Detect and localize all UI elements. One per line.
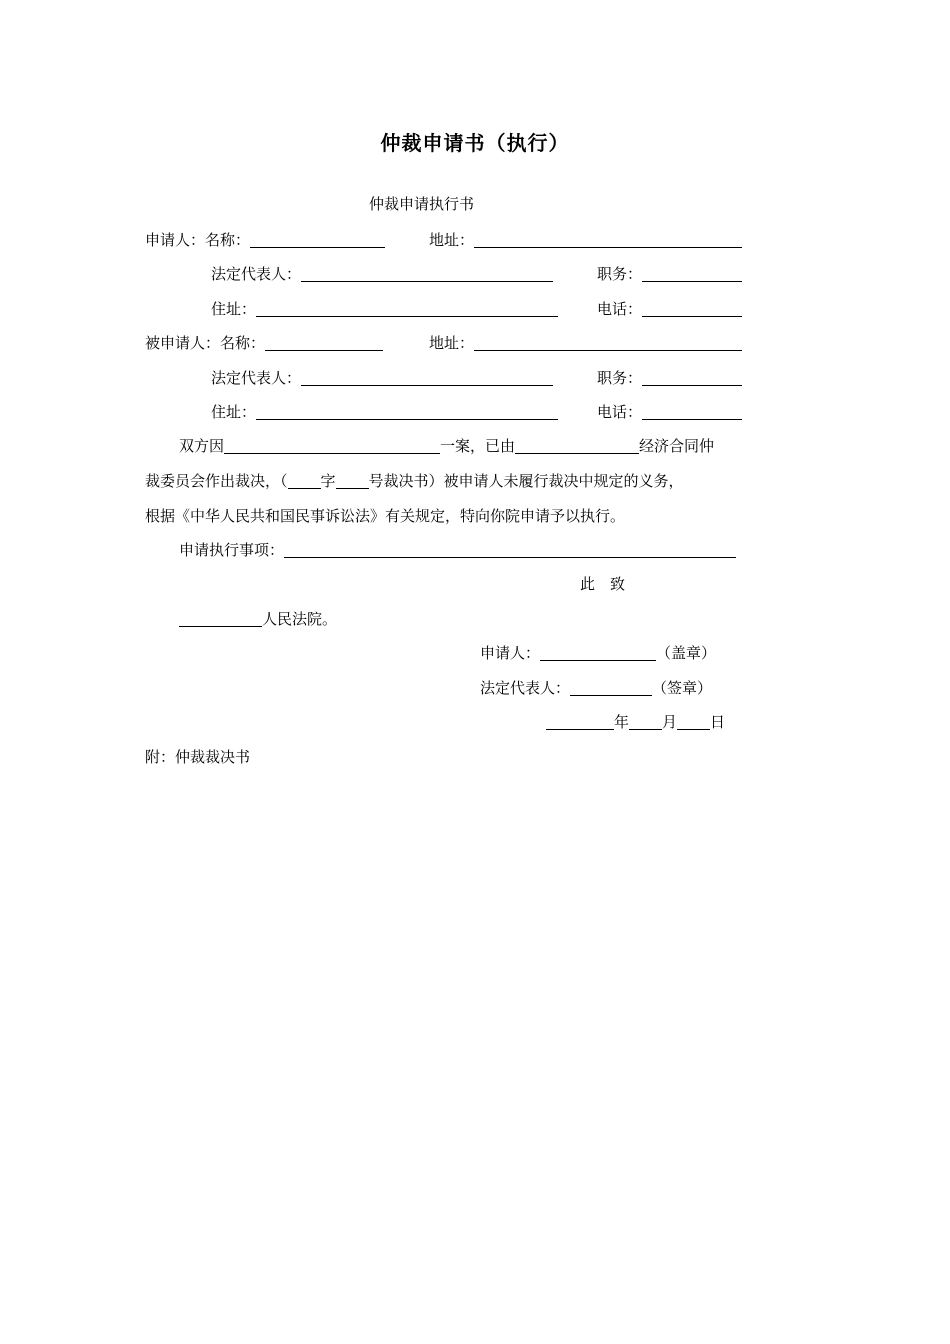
respondent-phone-label: 电话： bbox=[597, 403, 643, 421]
sign-label: （签章） bbox=[652, 679, 713, 697]
body-text-2a: 裁委员会作出裁决，（ bbox=[145, 472, 288, 490]
applicant-legal-rep-label: 法定代表人： bbox=[211, 265, 302, 283]
respondent-phone-field[interactable] bbox=[642, 402, 742, 420]
month-label: 月 bbox=[662, 713, 678, 731]
body-text-3: 根据《中华人民共和国民事诉讼法》有关规定，特向你院申请予以执行。 bbox=[145, 507, 626, 525]
court-row bbox=[179, 608, 337, 630]
signature-legal-rep-label: 法定代表人： bbox=[480, 679, 571, 697]
applicant-address-row bbox=[429, 229, 742, 251]
date-row bbox=[546, 711, 725, 733]
respondent-position-field[interactable] bbox=[642, 368, 742, 386]
applicant-phone-label: 电话： bbox=[597, 300, 643, 318]
respondent-phone-row bbox=[597, 401, 742, 423]
signature-applicant-label: 申请人： bbox=[480, 644, 541, 662]
applicant-phone-row bbox=[597, 298, 742, 320]
applicant-position-row bbox=[597, 263, 742, 285]
body-text-2c: 号裁决书）被申请人未履行裁决中规定的义务， bbox=[368, 472, 684, 490]
respondent-position-row bbox=[597, 367, 742, 389]
signature-legal-rep-row bbox=[480, 677, 712, 699]
document-subtitle: 仲裁申请执行书 bbox=[369, 195, 475, 213]
signature-applicant-row bbox=[480, 642, 716, 664]
applicant-label: 申请人： bbox=[145, 231, 206, 249]
respondent-address-row bbox=[429, 332, 742, 354]
respondent-name-field[interactable] bbox=[265, 333, 383, 351]
respondent-legal-rep-field[interactable] bbox=[301, 368, 553, 386]
seal-label: （盖章） bbox=[656, 644, 717, 662]
document-title: 仲裁申请书（执行） bbox=[380, 131, 570, 155]
matters-label: 申请执行事项： bbox=[179, 541, 285, 559]
applicant-address-label: 地址： bbox=[429, 231, 475, 249]
body-line-2 bbox=[145, 470, 684, 492]
respondent-residence-field[interactable] bbox=[256, 402, 558, 420]
applicant-name-field[interactable] bbox=[250, 230, 385, 248]
day-field[interactable] bbox=[677, 712, 710, 730]
applicant-position-field[interactable] bbox=[642, 264, 742, 282]
attachment-note: 附：仲裁裁决书 bbox=[145, 748, 251, 766]
respondent-address-field[interactable] bbox=[474, 333, 742, 351]
applicant-phone-field[interactable] bbox=[642, 299, 742, 317]
applicant-residence-field[interactable] bbox=[256, 299, 558, 317]
signature-legal-rep-field[interactable] bbox=[570, 678, 652, 696]
ci-zhi: 此 致 bbox=[580, 575, 626, 593]
matters-field[interactable] bbox=[284, 540, 736, 558]
respondent-legal-rep-label: 法定代表人： bbox=[211, 369, 302, 387]
applicant-name-row bbox=[145, 229, 385, 251]
arbitration-committee-field[interactable] bbox=[515, 436, 639, 454]
case-reason-field[interactable] bbox=[224, 436, 440, 454]
body-text-1a: 双方因 bbox=[179, 437, 225, 455]
respondent-residence-row bbox=[211, 401, 558, 423]
court-name-field[interactable] bbox=[179, 609, 262, 627]
applicant-address-field[interactable] bbox=[474, 230, 742, 248]
respondent-name-label: 名称： bbox=[220, 334, 266, 352]
respondent-name-row bbox=[145, 332, 383, 354]
body-line-1 bbox=[179, 435, 714, 457]
body-text-1c: 经济合同仲 bbox=[639, 437, 715, 455]
applicant-legal-rep-field[interactable] bbox=[301, 264, 553, 282]
respondent-position-label: 职务： bbox=[597, 369, 643, 387]
month-field[interactable] bbox=[629, 712, 662, 730]
respondent-address-label: 地址： bbox=[429, 334, 475, 352]
year-label: 年 bbox=[614, 713, 630, 731]
applicant-residence-label: 住址： bbox=[211, 300, 257, 318]
respondent-label: 被申请人： bbox=[145, 334, 221, 352]
body-text-1b: 一案，已由 bbox=[440, 437, 516, 455]
award-word-field[interactable] bbox=[288, 471, 321, 489]
body-line-3 bbox=[145, 505, 625, 527]
year-field[interactable] bbox=[546, 712, 614, 730]
body-text-2b: 字 bbox=[320, 472, 336, 490]
applicant-name-label: 名称： bbox=[205, 231, 251, 249]
award-number-field[interactable] bbox=[336, 471, 369, 489]
respondent-legal-rep-row bbox=[211, 367, 553, 389]
court-suffix: 人民法院。 bbox=[262, 610, 338, 628]
matters-row bbox=[179, 539, 736, 561]
respondent-residence-label: 住址： bbox=[211, 403, 257, 421]
applicant-residence-row bbox=[211, 298, 558, 320]
applicant-legal-rep-row bbox=[211, 263, 553, 285]
applicant-position-label: 职务： bbox=[597, 265, 643, 283]
day-label: 日 bbox=[710, 713, 726, 731]
signature-applicant-field[interactable] bbox=[540, 643, 656, 661]
